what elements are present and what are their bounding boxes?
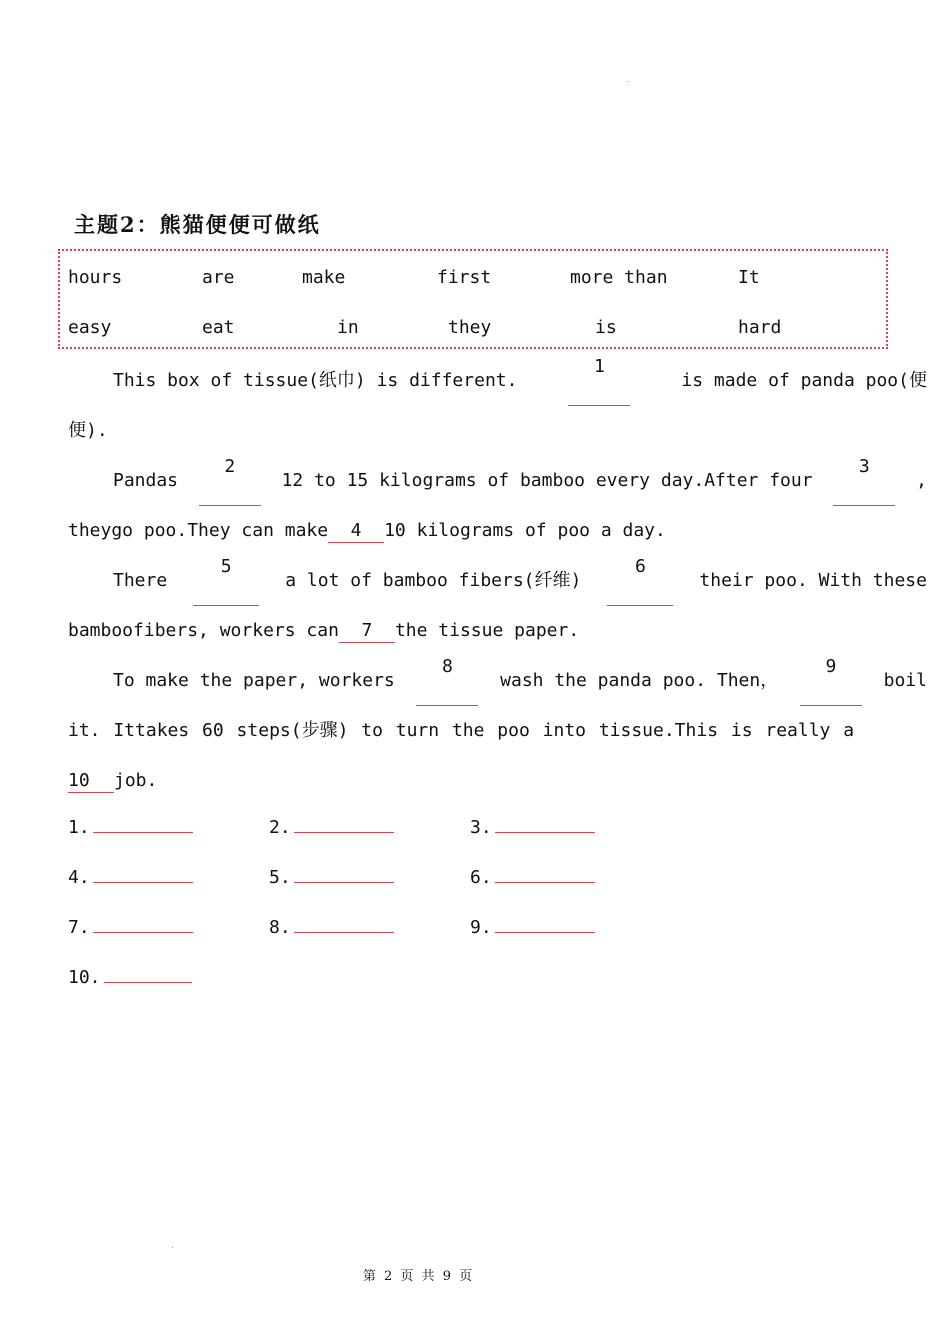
answer-slot[interactable]: 6. (470, 866, 595, 888)
passage-line: To make the paper, workers 8 wash the panda poo. Then， 9 boil (68, 656, 927, 706)
answer-slot[interactable]: 4. (68, 866, 193, 888)
passage-line: There 5 a lot of bamboo fibers(纤维) 6 their poo. With these (68, 556, 927, 606)
word-bank-item: first (437, 267, 492, 288)
word-bank-item: It (738, 267, 760, 288)
passage-line: it. Ittakes 60 steps(步骤) to turn the poo into tissue.This is really a (68, 720, 855, 741)
blank-2: 2 (199, 456, 261, 506)
answer-slot[interactable]: 10. (68, 966, 192, 988)
passage-line: bamboofibers, workers can 7 the tissue paper. (68, 620, 580, 641)
blank-3: 3 (833, 456, 895, 506)
answer-line[interactable] (93, 866, 193, 883)
blank-1: 1 (568, 356, 630, 406)
speck (172, 1247, 173, 1248)
answer-line[interactable] (294, 916, 394, 933)
answer-line[interactable] (495, 866, 595, 883)
blank-8: 8 (416, 656, 478, 706)
answer-slot[interactable]: 5. (269, 866, 394, 888)
answer-line[interactable] (294, 816, 394, 833)
word-bank-item: make (302, 267, 346, 288)
word-bank-item: eat (202, 317, 235, 338)
word-bank-item: hard (738, 317, 782, 338)
blank-7: 7 (339, 620, 395, 643)
page-footer: 第 2 页 共 9 页 (362, 1269, 473, 1284)
passage-line: Pandas 2 12 to 15 kilograms of bamboo every day.After four 3 , (68, 456, 927, 506)
section-title: 主题2：熊猫便便可做纸 (74, 212, 321, 237)
word-bank-item: hours (68, 267, 123, 288)
blank-9: 9 (800, 656, 862, 706)
answer-slot[interactable]: 2. (269, 816, 394, 838)
answer-line[interactable] (294, 866, 394, 883)
blank-10: 10 (68, 770, 114, 793)
passage-line: theygo poo.They can make 4 10 kilograms of poo a day. (68, 520, 666, 541)
blank-6: 6 (607, 556, 673, 606)
answer-line[interactable] (495, 816, 595, 833)
answer-slot[interactable]: 9. (470, 916, 595, 938)
answer-line[interactable] (93, 816, 193, 833)
blank-5: 5 (193, 556, 259, 606)
speck (628, 81, 629, 82)
answer-line[interactable] (93, 916, 193, 933)
word-bank-item: in (337, 317, 359, 338)
passage-line: 便). (68, 420, 108, 441)
answer-slot[interactable]: 3. (470, 816, 595, 838)
word-bank-item: more than (570, 267, 668, 288)
answer-slot[interactable]: 8. (269, 916, 394, 938)
word-bank (58, 249, 888, 349)
answer-line[interactable] (104, 966, 192, 983)
passage-line: This box of tissue(纸巾) is different. 1 is made of panda poo(便 (68, 356, 927, 406)
word-bank-item: are (202, 267, 235, 288)
answer-line[interactable] (495, 916, 595, 933)
answer-slot[interactable]: 1. (68, 816, 193, 838)
word-bank-item: easy (68, 317, 112, 338)
word-bank-item: they (448, 317, 492, 338)
passage-line: 10 job. (68, 770, 158, 791)
word-bank-item: is (595, 317, 617, 338)
blank-4: 4 (328, 520, 384, 543)
answer-slot[interactable]: 7. (68, 916, 193, 938)
